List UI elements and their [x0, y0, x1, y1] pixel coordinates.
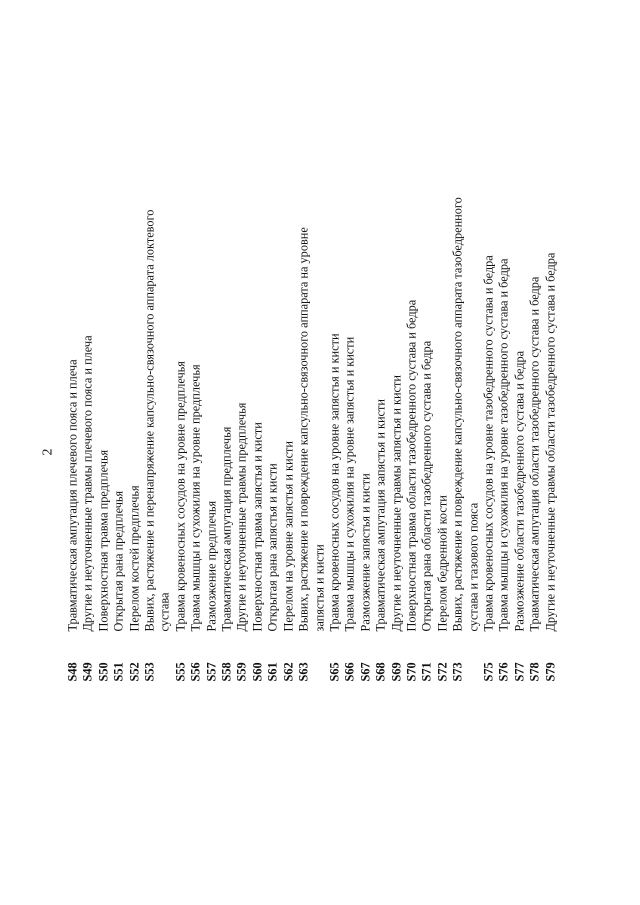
entry-description: Травма мышцы и сухожилия на уровне запястья и кисти [342, 336, 357, 632]
entry-description: Другие и неуточненные травмы плечевого пояса и плеча [80, 335, 95, 632]
entry-code: S73 [450, 662, 465, 682]
entry-code: S52 [127, 662, 142, 682]
list-item [420, 197, 435, 681]
entry-description: Перелом бедренной кости [435, 495, 450, 632]
entry-code: S56 [188, 662, 203, 682]
entry-code: S51 [111, 662, 126, 682]
entry-description: Поверхностная травма предплечья [96, 449, 111, 632]
list-item [543, 197, 558, 681]
entry-code: S67 [358, 662, 373, 682]
list-item [358, 197, 373, 681]
entry-row [358, 197, 373, 681]
entry-description: Открытая рана области тазобедренного сустава и бедра [419, 340, 434, 632]
entry-row [374, 197, 389, 681]
list-item [512, 197, 527, 681]
entry-row [512, 197, 527, 681]
entry-row [204, 197, 219, 681]
entry-row [404, 197, 419, 681]
entry-code: S68 [373, 662, 388, 682]
entry-description: Другие и неуточненные травмы области тазобедренного сустава и бедра [543, 252, 558, 632]
entry-code: S58 [219, 662, 234, 682]
entry-code: S63 [296, 662, 311, 682]
list-item [389, 197, 404, 681]
entry-row [481, 197, 496, 681]
entry-row [389, 197, 404, 681]
entry-code: S57 [204, 662, 219, 682]
entry-code: S77 [512, 662, 527, 682]
entry-code: S65 [327, 662, 342, 682]
entry-code: S79 [543, 662, 558, 682]
entry-row [297, 197, 312, 681]
entry-code: S53 [142, 662, 157, 682]
list-item [250, 197, 265, 681]
entry-code: S50 [96, 662, 111, 682]
list-item [435, 197, 450, 681]
list-item [81, 197, 96, 681]
entry-code: S60 [250, 662, 265, 682]
entry-row [343, 197, 358, 681]
list-item [297, 197, 328, 681]
entry-description-continuation: сустава и тазового пояса [466, 502, 481, 632]
entry-row [143, 197, 158, 681]
entry-row [327, 197, 342, 681]
entry-description: Размозжение области тазобедренного сустава и бедра [512, 350, 527, 632]
list-item [220, 197, 235, 681]
entry-description: Вывих, растяжение и повреждение капсульно-связочного аппарата на уровне [296, 227, 311, 632]
list-item [497, 197, 512, 681]
entry-description: Травма мышцы и сухожилия на уровне предплечья [188, 364, 203, 632]
entry-description: Травма кровеносных сосудов на уровне предплечья [173, 361, 188, 632]
list-item [204, 197, 219, 681]
entry-description: Травматическая ампутация запястья и кисти [373, 399, 388, 632]
entry-code: S70 [404, 662, 419, 682]
list-item [173, 197, 188, 681]
entry-description: Травма кровеносных сосудов на уровне тазобедренного сустава и бедра [481, 255, 496, 632]
entry-code: S61 [265, 662, 280, 682]
entry-description: Другие и неуточненные травмы предплечья [234, 402, 249, 632]
list-item [374, 197, 389, 681]
entry-row [189, 197, 204, 681]
entry-description: Поверхностная травма области тазобедренного сустава и бедра [404, 299, 419, 632]
entry-description: Поверхностная травма запястья и кисти [250, 422, 265, 632]
entry-row [127, 197, 142, 681]
entry-description: Травматическая ампутация области тазобедренного сустава и бедра [527, 276, 542, 632]
list-item [143, 197, 174, 681]
entry-code: S59 [234, 662, 249, 682]
list-item [451, 197, 482, 681]
entry-code: S49 [80, 662, 95, 682]
list-item [127, 197, 142, 681]
entry-description: Размозжение предплечья [204, 500, 219, 632]
list-item [481, 197, 496, 681]
entry-description: Открытая рана предплечья [111, 490, 126, 632]
entry-row [420, 197, 435, 681]
list-item [235, 197, 250, 681]
list-item [327, 197, 342, 681]
entry-code: S62 [281, 662, 296, 682]
entry-code: S71 [419, 662, 434, 682]
entry-description: Травма мышцы и сухожилия на уровне тазобедренного сустава и бедра [496, 258, 511, 632]
entry-description: Другие и неуточненные травмы запястья и кисти [389, 375, 404, 632]
list-item [96, 197, 111, 681]
list-item [189, 197, 204, 681]
entry-code: S66 [342, 662, 357, 682]
list-item [343, 197, 358, 681]
entry-description: Вывих, растяжение и перенапряжение капсульно-связочного аппарата локтевого [142, 209, 157, 632]
entry-description: Перелом костей предплечья [127, 485, 142, 632]
entry-row [96, 197, 111, 681]
entry-description: Травматическая ампутация плечевого пояса и плеча [65, 359, 80, 632]
entry-row [497, 197, 512, 681]
entry-description: Перелом на уровне запястья и кисти [281, 440, 296, 632]
list-item [281, 197, 296, 681]
entry-row [528, 197, 543, 681]
list-item [266, 197, 281, 681]
entry-code: S76 [496, 662, 511, 682]
icd-code-list [66, 197, 559, 681]
entry-row [173, 197, 188, 681]
entry-row [112, 197, 127, 681]
entry-row [281, 197, 296, 681]
entry-row [220, 197, 235, 681]
list-item [66, 197, 81, 681]
entry-description: Травматическая ампутация предплечья [219, 426, 234, 632]
entry-row [235, 197, 250, 681]
entry-code: S55 [173, 662, 188, 682]
entry-code: S78 [527, 662, 542, 682]
entry-row [266, 197, 281, 681]
entry-code: S75 [481, 662, 496, 682]
entry-description: Травма кровеносных сосудов на уровне запястья и кисти [327, 333, 342, 632]
entry-row [81, 197, 96, 681]
entry-description: Вывих, растяжение и повреждение капсульно-связочного аппарата тазобедренного [450, 197, 465, 632]
entry-description: Размозжение запястья и кисти [358, 473, 373, 632]
list-item [112, 197, 127, 681]
entry-row [435, 197, 450, 681]
entry-row [451, 197, 466, 681]
entry-description: Открытая рана запястья и кисти [265, 463, 280, 632]
entry-description-continuation: запястья и кисти [312, 544, 326, 632]
rotated-content [1, 0, 640, 905]
entry-description-continuation: сустава [157, 592, 172, 632]
page-number: 2 [40, 448, 56, 456]
entry-row [250, 197, 265, 681]
entry-code: S72 [435, 662, 450, 682]
list-item [528, 197, 543, 681]
entry-code: S69 [389, 662, 404, 682]
entry-row [543, 197, 558, 681]
entry-code: S48 [65, 662, 80, 682]
list-item [404, 197, 419, 681]
entry-row [66, 197, 81, 681]
